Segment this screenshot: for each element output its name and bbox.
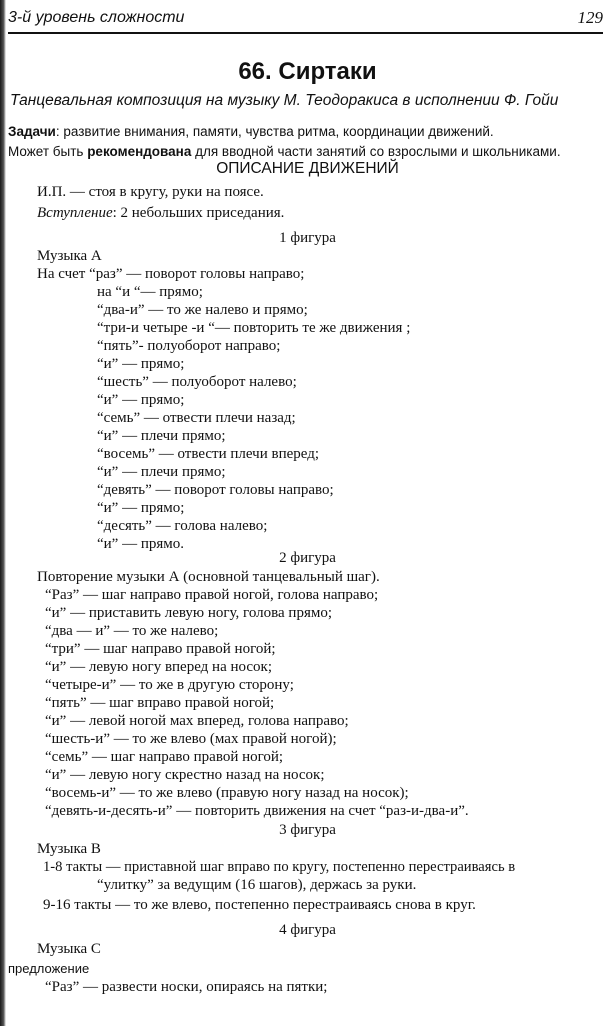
fig4-sub: предложение [8,961,90,976]
fig1-line: “и” — прямо; [97,500,185,516]
fig1-line: “и” — прямо; [97,356,185,372]
fig1-line: “три-и четыре -и “— повторить те же движения ; [97,320,411,336]
fig3-line: “улитку” за ведущим (16 шагов), держась за руки. [97,877,417,893]
fig4-line: “Раз” — развести носки, опираясь на пятки; [45,979,328,995]
fig2-line: “пять” — шаг вправо правой ногой; [45,695,275,711]
section-heading: ОПИСАНИЕ ДВИЖЕНИЙ [216,160,399,177]
fig1-line: “и” — прямо. [97,536,185,552]
fig1-line: “пять”- полуоборот направо; [97,338,281,354]
fig1-line: “восемь” — отвести плечи вперед; [97,446,320,462]
fig1-line: “два-и” — то же налево и прямо; [97,302,308,318]
intro-text: : 2 небольших приседания. [112,205,285,221]
page-number: 129 [577,8,603,27]
fig3-heading: 3 фигура [279,822,336,838]
fig3-line: 9-16 такты — то же влево, постепенно перестраиваясь снова в круг. [43,897,476,913]
fig2-line: “и” — приставить левую ногу, голова прямо; [45,605,332,621]
rec-pre: Может быть [8,144,88,159]
recommendation-line [8,142,613,162]
fig2-line: “шесть-и” — то же влево (мах правой ногой); [45,731,337,747]
fig3-line: 1-8 такты — приставной шаг вправо по кругу, постепенно перестраиваясь в [43,859,516,875]
fig2-line: “четыре-и” — то же в другую сторону; [45,677,294,693]
fig4-music: Музыка С [37,941,101,957]
intro-label: Вступление [37,205,113,221]
fig2-line: “и” — левую ногу вперед на носок; [45,659,272,675]
running-header [8,6,603,34]
fig3-music: Музыка В [37,841,101,857]
rec-bold: рекомендована [87,144,192,159]
fig2-line: “семь” — шаг направо правой ногой; [45,749,284,765]
page-title: 66. Сиртаки [238,58,377,85]
fig2-line: “два — и” — то же налево; [45,623,219,639]
fig2-line: “Раз” — шаг направо правой ногой, голова направо; [45,587,379,603]
header-section: 3-й уровень сложности [8,9,185,26]
fig1-line: “семь” — отвести плечи назад; [97,410,296,426]
page-subtitle: Танцевальная композиция на музыку М. Теодоракиса в исполнении Ф. Гойи [10,92,559,109]
starting-position: И.П. — стоя в кругу, руки на поясе. [37,184,264,200]
fig1-line: “и” — прямо; [97,392,185,408]
fig1-line: “девять” — поворот головы направо; [97,482,334,498]
fig2-line: “и” — левой ногой мах вперед, голова направо; [45,713,349,729]
fig4-heading: 4 фигура [279,922,336,938]
fig2-line: “и” — левую ногу скрестно назад на носок; [45,767,325,783]
tasks-label: Задачи [8,124,56,139]
page-edge-shadow [0,0,6,1026]
fig1-music: Музыка А [37,248,102,264]
fig1-line: “шесть” — полуоборот налево; [97,374,297,390]
tasks-line [8,122,613,142]
intro-line [37,204,284,222]
fig1-heading: 1 фигура [279,230,336,246]
fig1-line: “десять” — голова налево; [97,518,268,534]
fig2-line: “три” — шаг направо правой ногой; [45,641,276,657]
tasks-block [8,122,613,162]
fig1-line: “и” — плечи прямо; [97,428,226,444]
fig1-line: на “и “— прямо; [97,284,203,300]
fig1-line: На счет “раз” — поворот головы направо; [37,266,305,282]
fig1-line: “и” — плечи прямо; [97,464,226,480]
fig2-line: “девять-и-десять-и” — повторить движения на счет “раз-и-два-и”. [45,803,469,819]
fig2-heading: 2 фигура [279,550,336,566]
fig2-line: Повторение музыки А (основной танцевальный шаг). [37,569,380,585]
fig2-line: “восемь-и” — то же влево (правую ногу назад на носок); [45,785,409,801]
tasks-text: : развитие внимания, памяти, чувства ритма, координации движений. [55,124,494,139]
rec-post: для вводной части занятий со взрослыми и школьниками. [191,144,561,159]
